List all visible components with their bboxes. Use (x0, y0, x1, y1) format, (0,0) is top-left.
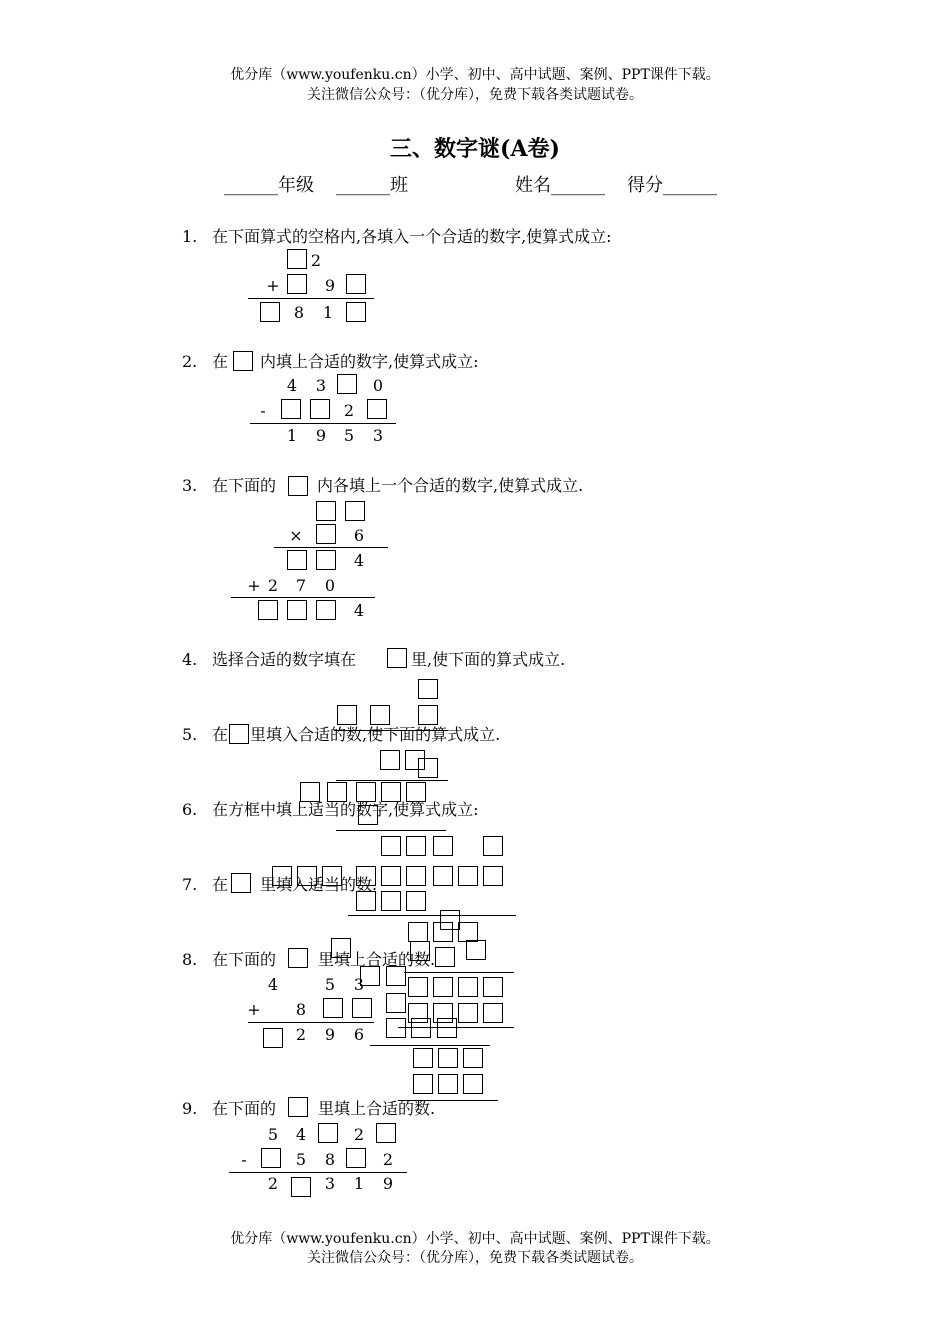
answer-box[interactable] (433, 977, 453, 997)
digit: 3 (324, 1174, 336, 1193)
answer-box[interactable] (418, 679, 438, 699)
digit: 2 (353, 1125, 365, 1144)
answer-box[interactable] (458, 1003, 478, 1023)
answer-box[interactable] (418, 758, 438, 778)
answer-box[interactable] (466, 940, 486, 960)
problem-7-text-b: 里填入适当的数. (260, 875, 378, 894)
answer-box[interactable] (287, 249, 307, 269)
problem-4-number: 4. (182, 650, 198, 669)
answer-box[interactable] (356, 891, 376, 911)
answer-box[interactable] (291, 1177, 311, 1197)
digit: 2 (295, 1025, 307, 1044)
digit: 9 (315, 426, 327, 445)
problem-9-number: 9. (182, 1099, 198, 1118)
answer-box[interactable] (438, 1074, 458, 1094)
answer-box[interactable] (323, 998, 343, 1018)
footer-line-2: 关注微信公众号：（优分库），免费下载各类试题试卷。 (307, 1250, 643, 1266)
answer-box[interactable] (433, 922, 453, 942)
problem-6-text: 在方框中填上适当的数字,使算式成立: (212, 800, 479, 819)
problem-8-number: 8. (182, 950, 198, 969)
answer-box[interactable] (272, 866, 292, 886)
difference-line (250, 423, 396, 424)
answer-box[interactable] (260, 302, 280, 322)
digit: 8 (295, 1000, 307, 1019)
answer-box[interactable] (310, 399, 330, 419)
answer-box[interactable] (337, 705, 357, 725)
digit: 1 (286, 426, 298, 445)
answer-box[interactable] (386, 993, 406, 1013)
digit: 8 (324, 1150, 336, 1169)
answer-box[interactable] (346, 302, 366, 322)
problem-5-number: 5. (182, 725, 198, 744)
problem-7-text-a: 在 (212, 875, 229, 894)
product-line (274, 547, 388, 548)
answer-box[interactable] (297, 866, 317, 886)
answer-box[interactable] (437, 1018, 457, 1038)
problem-8-text-a: 在下面的 (212, 950, 277, 969)
digit: 5 (295, 1150, 307, 1169)
answer-box[interactable] (287, 274, 307, 294)
problem-8-text-b: 里填上合适的数. (318, 950, 436, 969)
answer-box[interactable] (458, 977, 478, 997)
digit: 0 (372, 376, 384, 395)
digit: 3 (315, 376, 327, 395)
name-field: 姓名______ (515, 175, 605, 196)
inline-box (288, 1097, 308, 1117)
answer-box[interactable] (327, 782, 347, 802)
answer-box[interactable] (263, 1028, 283, 1048)
rule-line (334, 730, 448, 731)
problem-7-number: 7. (182, 875, 198, 894)
digit: 8 (293, 303, 305, 322)
answer-box[interactable] (380, 750, 400, 770)
answer-box[interactable] (376, 1123, 396, 1143)
rule-line (336, 830, 446, 831)
page-title: 三、数字谜(A卷) (390, 136, 560, 162)
answer-box[interactable] (386, 1018, 406, 1038)
times-sign: × (289, 526, 303, 545)
answer-box[interactable] (356, 866, 376, 886)
answer-box[interactable] (483, 977, 503, 997)
answer-box[interactable] (458, 866, 478, 886)
answer-box[interactable] (370, 705, 390, 725)
inline-box (288, 948, 308, 968)
answer-box[interactable] (433, 836, 453, 856)
answer-box[interactable] (381, 891, 401, 911)
answer-box[interactable] (316, 501, 336, 521)
difference-line (229, 1172, 407, 1173)
answer-box[interactable] (316, 524, 336, 544)
header-line-2: 关注微信公众号：（优分库），免费下载各类试题试卷。 (307, 87, 643, 103)
answer-box[interactable] (406, 782, 426, 802)
digit: 3 (353, 975, 365, 994)
digit: 5 (343, 426, 355, 445)
answer-box[interactable] (287, 600, 307, 620)
answer-box[interactable] (411, 1018, 431, 1038)
problem-9-text-a: 在下面的 (212, 1099, 277, 1118)
answer-box[interactable] (358, 805, 378, 825)
inline-box (229, 724, 249, 744)
digit: 2 (267, 1174, 279, 1193)
answer-box[interactable] (316, 550, 336, 570)
digit: 9 (324, 276, 336, 295)
answer-box[interactable] (435, 947, 455, 967)
minus-sign: - (260, 401, 266, 420)
digit: 2 (267, 576, 279, 595)
sum-line (248, 1022, 374, 1023)
answer-box[interactable] (418, 705, 438, 725)
answer-box[interactable] (483, 1003, 503, 1023)
answer-box[interactable] (345, 501, 365, 521)
answer-box[interactable] (300, 782, 320, 802)
digit: 2 (382, 1150, 394, 1169)
problem-2-text-a: 在 (212, 352, 229, 371)
rule-line (404, 972, 514, 973)
answer-box[interactable] (406, 891, 426, 911)
inline-box (233, 351, 253, 371)
answer-box[interactable] (356, 782, 376, 802)
rule-line (370, 1045, 490, 1046)
minus-sign: - (241, 1150, 247, 1169)
answer-box[interactable] (463, 1074, 483, 1094)
answer-box[interactable] (413, 1048, 433, 1068)
sum-line (248, 298, 374, 299)
digit: 2 (343, 401, 355, 420)
digit: 1 (353, 1174, 365, 1193)
digit: 6 (353, 1025, 365, 1044)
answer-box[interactable] (337, 374, 357, 394)
problem-1-number: 1. (182, 227, 198, 246)
problem-1-text: 在下面算式的空格内,各填入一个合适的数字,使算式成立: (212, 227, 612, 246)
digit: 3 (372, 426, 384, 445)
digit: 1 (322, 303, 334, 322)
answer-box[interactable] (346, 274, 366, 294)
digit: 5 (324, 975, 336, 994)
problem-4-text-a: 选择合适的数字填在 (212, 650, 357, 669)
problem-3-number: 3. (182, 476, 198, 495)
inline-box (288, 476, 308, 496)
answer-box[interactable] (463, 1048, 483, 1068)
problem-3-text-a: 在下面的 (212, 476, 277, 495)
answer-box[interactable] (287, 550, 307, 570)
answer-box[interactable] (346, 1148, 366, 1168)
answer-box[interactable] (408, 922, 428, 942)
inline-box (387, 648, 407, 668)
answer-box[interactable] (318, 1123, 338, 1143)
answer-box[interactable] (438, 1048, 458, 1068)
answer-box[interactable] (352, 998, 372, 1018)
problem-5-text-a: 在 (212, 725, 229, 744)
sum-line (231, 597, 375, 598)
answer-box[interactable] (386, 966, 406, 986)
answer-box[interactable] (316, 600, 336, 620)
footer-line-1: 优分库（www.youfenku.cn）小学、初中、高中试题、案例、PPT课件下载。 (230, 1231, 720, 1247)
digit: 5 (267, 1125, 279, 1144)
digit: 4 (353, 551, 365, 570)
problem-3-text-b: 内各填上一个合适的数字,使算式成立. (317, 476, 584, 495)
answer-box[interactable] (258, 600, 278, 620)
plus-sign: + (266, 276, 280, 295)
answer-box[interactable] (381, 866, 401, 886)
answer-box[interactable] (406, 866, 426, 886)
answer-box[interactable] (381, 782, 401, 802)
problem-2-number: 2. (182, 352, 198, 371)
answer-box[interactable] (413, 1074, 433, 1094)
answer-box[interactable] (483, 866, 503, 886)
score-field: 得分______ (627, 175, 717, 196)
answer-box[interactable] (458, 922, 478, 942)
digit: 9 (324, 1025, 336, 1044)
rule-line (348, 915, 516, 916)
answer-box[interactable] (408, 977, 428, 997)
digit: 4 (286, 376, 298, 395)
problem-4-text-b: 里,使下面的算式成立. (411, 650, 566, 669)
digit: 0 (324, 576, 336, 595)
digit: 9 (382, 1174, 394, 1193)
digit: 4 (295, 1125, 307, 1144)
answer-box[interactable] (261, 1148, 281, 1168)
plus-sign: + (247, 1000, 261, 1019)
answer-box[interactable] (483, 836, 503, 856)
digit: 4 (267, 975, 279, 994)
inline-box (231, 873, 251, 893)
answer-box[interactable] (381, 836, 401, 856)
answer-box[interactable] (367, 399, 387, 419)
answer-box[interactable] (322, 866, 342, 886)
problem-2-text-b: 内填上合适的数字,使算式成立: (260, 352, 479, 371)
digit: 7 (295, 576, 307, 595)
problem-6-number: 6. (182, 800, 198, 819)
answer-box[interactable] (406, 836, 426, 856)
answer-box[interactable] (433, 866, 453, 886)
problem-5-text-b: 里填入合适的数,使下面的算式成立. (250, 725, 501, 744)
problem-9-text-b: 里填上合适的数. (318, 1099, 436, 1118)
answer-box[interactable] (360, 966, 380, 986)
header-line-1: 优分库（www.youfenku.cn）小学、初中、高中试题、案例、PPT课件下载。 (230, 67, 720, 83)
rule-line (336, 780, 448, 781)
digit: 4 (353, 601, 365, 620)
digit: 6 (353, 526, 365, 545)
grade-field: ______年级 (224, 175, 314, 196)
plus-sign: + (247, 576, 261, 595)
answer-box[interactable] (281, 399, 301, 419)
digit: 2 (310, 251, 322, 270)
class-field: ______班 (336, 175, 408, 196)
